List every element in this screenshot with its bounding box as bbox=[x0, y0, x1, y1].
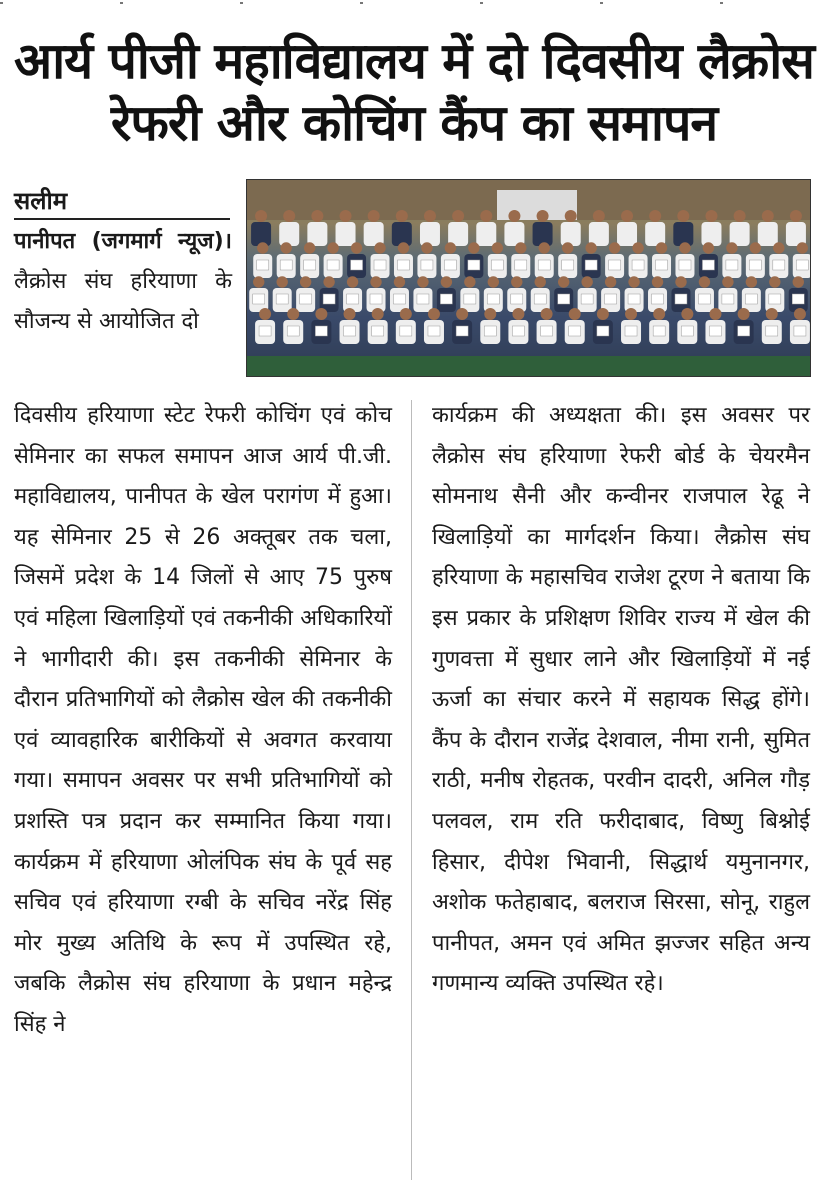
photo-person bbox=[535, 242, 554, 278]
photo-person bbox=[762, 308, 782, 344]
lead-text: लैक्रोस संघ हरियाणा के सौजन्य से आयोजित दो bbox=[14, 269, 232, 334]
lead-paragraph bbox=[14, 222, 232, 342]
photo-person bbox=[648, 276, 667, 312]
photo-person bbox=[671, 276, 690, 312]
column-right-text: कार्यक्रम की अध्यक्षता की। इस अवसर पर लैक्रोस संघ हरियाणा रेफरी बोर्ड के चेयरमैन सोमनाथ सैनी और कन्वीनर राजपाल रेढू ने खिलाड़ियों का मार्गदर्शन किया। लैक्रोस संघ हरियाणा के महासचिव राजेश टूरण ने बताया कि इस प्रकार के प्रशिक्षण शिविर राज्य में खेल की गुणवत्ता में सुधार लाने और खिलाड़ियों में नई ऊर्जा का संचार करने में सहायक सिद्ध होंगे। कैंप के दौरान राजेंद्र देशवाल, नीमा रानी, सुमित राठी, मनीष रोहतक, परवीन दादरी, अनिल गौड़ पलवल, राम रति फरीदाबाद, विष्णु बिश्नोई हिसार, दीपेश भिवानी, सिद्धार्थ यमुनानगर, अशोक फतेहाबाद, बलराज सिरसा, सोनू, राहुल पानीपत, अमन एवं अमित झज्जर सहित अन्य गणमान्य व्यक्ति उपस्थित रहे। bbox=[432, 403, 810, 997]
photo-person bbox=[699, 242, 718, 278]
photo-person bbox=[765, 276, 784, 312]
photo-person bbox=[340, 308, 360, 344]
photo-person bbox=[705, 308, 725, 344]
photo-person bbox=[578, 276, 597, 312]
photo-person bbox=[511, 242, 530, 278]
photo-person bbox=[649, 308, 669, 344]
photo-person bbox=[484, 276, 503, 312]
column-divider bbox=[411, 400, 412, 1180]
photo-person bbox=[296, 276, 315, 312]
photo-person bbox=[283, 308, 303, 344]
page-title bbox=[0, 30, 828, 154]
photo-person bbox=[277, 242, 296, 278]
photo-person bbox=[605, 242, 624, 278]
photo-person bbox=[343, 276, 362, 312]
photo-person bbox=[746, 242, 765, 278]
photo-person bbox=[601, 276, 620, 312]
photo-person bbox=[718, 276, 737, 312]
photo-person bbox=[625, 276, 644, 312]
photo-person bbox=[677, 308, 697, 344]
photo-person bbox=[311, 308, 331, 344]
photo-person bbox=[537, 308, 557, 344]
photo-person bbox=[582, 242, 601, 278]
photo-grass bbox=[247, 356, 810, 376]
photo-person bbox=[460, 276, 479, 312]
column-left-text: दिवसीय हरियाणा स्टेट रेफरी कोचिंग एवं कोच सेमिनार का सफल समापन आज आर्य पी.जी. महाविद्यालय, पानीपत के खेल परागंण में हुआ। यह सेमिनार 25 से 26 अक्तूबर तक चला, जिसमें प्रदेश के 14 जिलों से आए 75 पुरुष एवं महिला खिलाड़ियों एवं तकनीकी अधिकारियों ने भागीदारी की। इस तकनीकी सेमिनार के दौरान प्रतिभागियों को लैक्रोस खेल की तकनीकी एवं व्यावहारिक बारीकियों से अवगत करवाया गया। समापन अवसर पर सभी प्रतिभागियों को प्रशस्ति पत्र प्रदान कर सम्मानित किया गया। कार्यक्रम में हरियाणा ओलंपिक संघ के पूर्व सह सचिव एवं हरियाणा रग्बी के सचिव नरेंद्र सिंह मोर मुख्य अतिथि के रूप में उपस्थित रहे, जबकि लैक्रोस संघ हरियाणा के प्रधान महेन्द्र सिंह ने bbox=[14, 403, 392, 1037]
photo-person bbox=[424, 308, 444, 344]
photo-person bbox=[368, 308, 388, 344]
photo-person bbox=[554, 276, 573, 312]
photo-person bbox=[621, 308, 641, 344]
photo-person bbox=[790, 308, 810, 344]
photo-person bbox=[507, 276, 526, 312]
photo-person bbox=[437, 276, 456, 312]
photo-person bbox=[508, 308, 528, 344]
photo-person bbox=[695, 276, 714, 312]
photo-person bbox=[371, 242, 390, 278]
photo-person bbox=[558, 242, 577, 278]
photo-person bbox=[593, 308, 613, 344]
photo-person bbox=[413, 276, 432, 312]
dateline: पानीपत (जगमार्ग न्यूज)। bbox=[14, 229, 232, 254]
photo-person bbox=[629, 242, 648, 278]
photo-person bbox=[769, 242, 788, 278]
people-group bbox=[249, 210, 810, 344]
headline-line-2: रेफरी और कोचिंग कैंप का समापन bbox=[110, 94, 718, 152]
photo-person bbox=[249, 276, 268, 312]
photo-person bbox=[480, 308, 500, 344]
photo-person bbox=[324, 242, 343, 278]
photo-person bbox=[452, 308, 472, 344]
photo-person bbox=[390, 276, 409, 312]
photo-person bbox=[488, 242, 507, 278]
photo-person bbox=[531, 276, 550, 312]
photo-person bbox=[789, 276, 808, 312]
photo-person bbox=[464, 242, 483, 278]
article-column-right bbox=[432, 396, 810, 1005]
photo-person bbox=[347, 242, 366, 278]
top-cut-strip bbox=[0, 0, 828, 14]
headline-line-1: आर्य पीजी महाविद्यालय में दो दिवसीय लैक्रोस bbox=[14, 32, 814, 90]
photo-person bbox=[565, 308, 585, 344]
photo-person bbox=[396, 308, 416, 344]
photo-person bbox=[742, 276, 761, 312]
photo-person bbox=[793, 242, 810, 278]
photo-person bbox=[722, 242, 741, 278]
photo-person bbox=[255, 308, 275, 344]
group-photo-illustration bbox=[247, 180, 810, 376]
photo-person bbox=[253, 242, 272, 278]
photo-person bbox=[367, 276, 386, 312]
photo-person bbox=[734, 308, 754, 344]
photo-person bbox=[394, 242, 413, 278]
photo-person bbox=[675, 242, 694, 278]
photo-person bbox=[320, 276, 339, 312]
byline: सलीम bbox=[14, 186, 230, 220]
article-column-left bbox=[14, 396, 392, 1046]
photo-person bbox=[300, 242, 319, 278]
photo-person bbox=[441, 242, 460, 278]
photo-person bbox=[652, 242, 671, 278]
photo-person bbox=[417, 242, 436, 278]
photo-person bbox=[273, 276, 292, 312]
group-photo bbox=[246, 179, 811, 377]
